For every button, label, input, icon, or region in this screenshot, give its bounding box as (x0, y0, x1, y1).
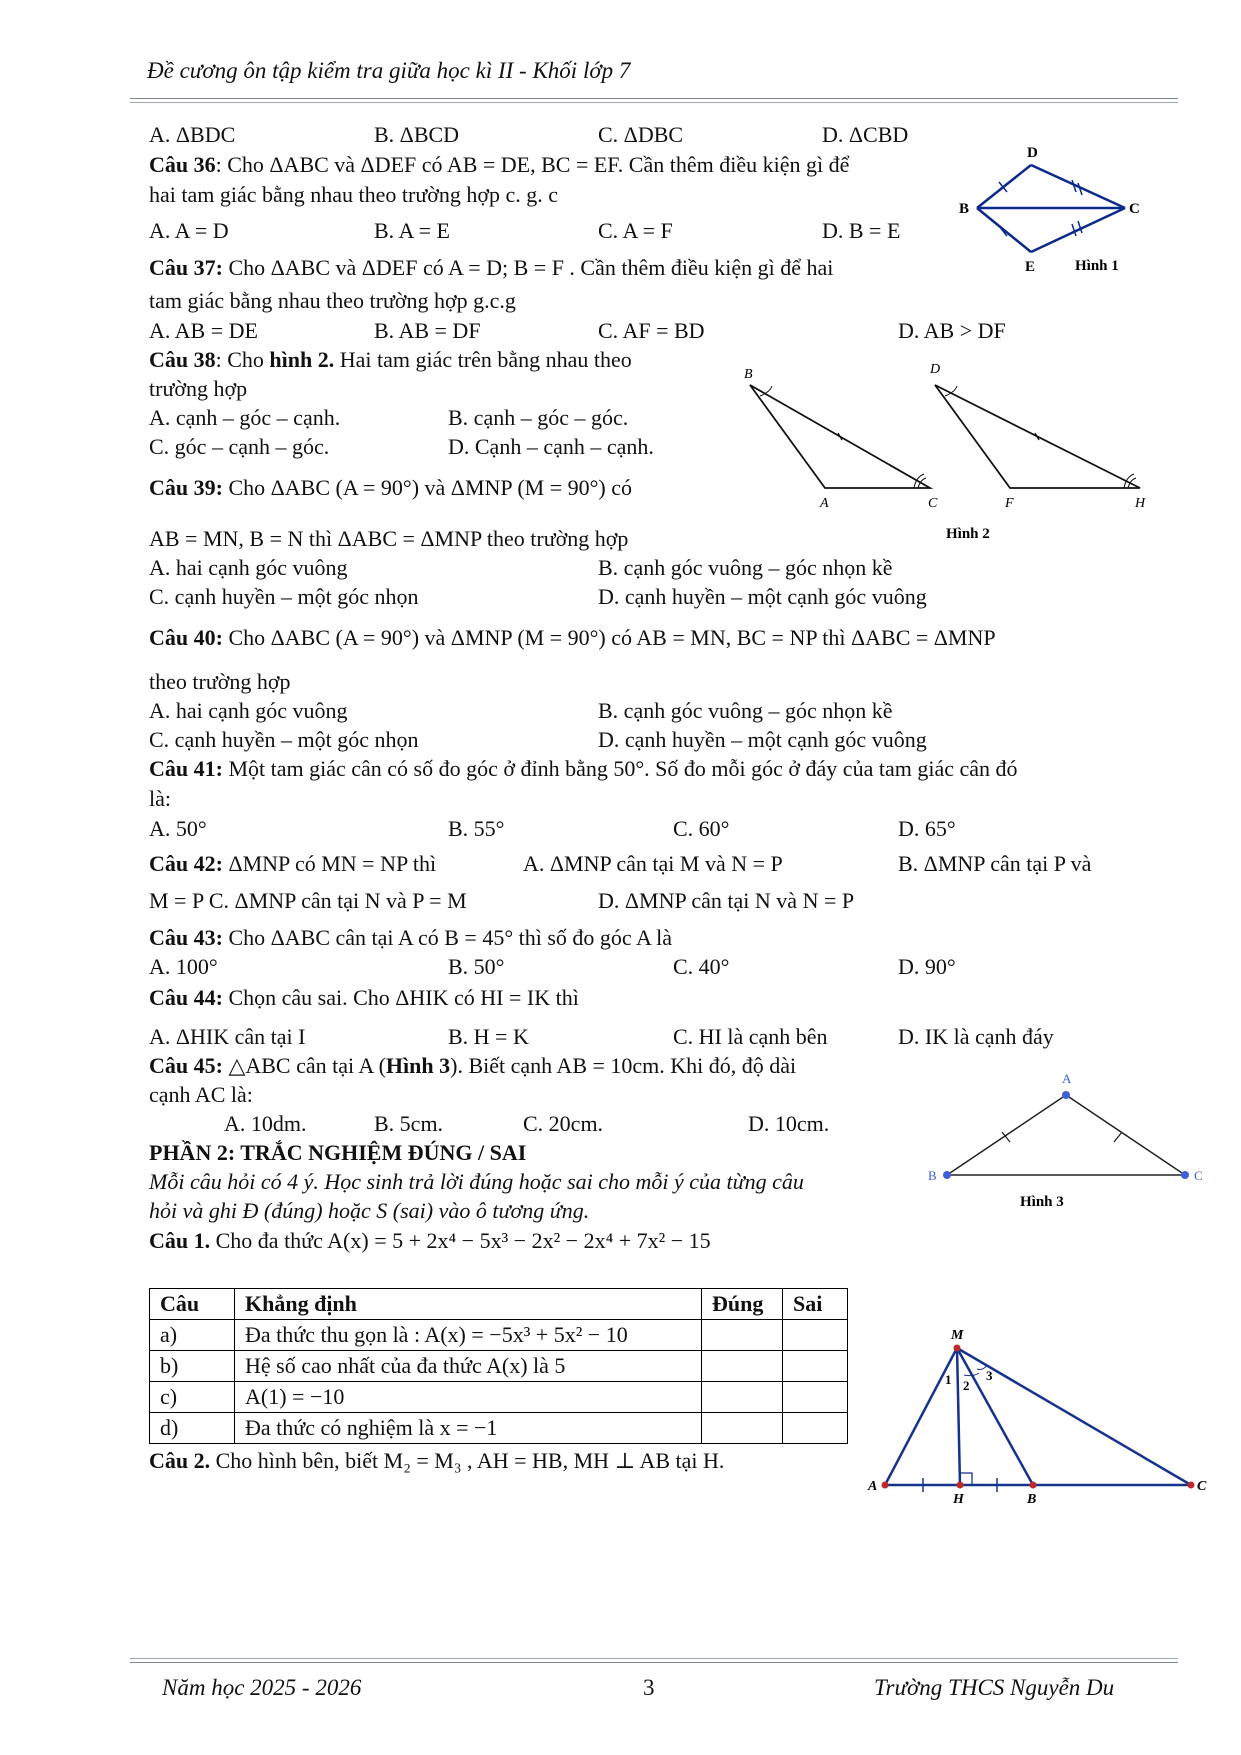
footer-rule-1 (130, 1658, 1178, 1659)
fig4-angle-3: 3 (986, 1368, 993, 1383)
footer-page-number: 3 (643, 1675, 655, 1700)
row-d-statement: Đa thức có nghiệm là x = −1 (235, 1413, 702, 1444)
q40-label: Câu 40: (149, 625, 223, 650)
q43-option-c: C. 40° (673, 954, 730, 979)
fig1-label-e: E (1025, 259, 1036, 275)
fig4-label-b: B (1027, 1492, 1037, 1505)
q40-option-b: B. cạnh góc vuông – góc nhọn kề (598, 698, 893, 723)
q37-option-b: B. AB = DF (374, 318, 481, 343)
row-b-label: b) (150, 1351, 235, 1382)
q36-option-c: C. A = F (598, 218, 673, 243)
row-c-dung-cell[interactable] (702, 1382, 783, 1413)
row-a-dung-cell[interactable] (702, 1320, 783, 1351)
q36-label: Câu 36 (149, 152, 216, 177)
fig4-label-a: A (868, 1479, 878, 1494)
q41-text-2: là: (149, 786, 171, 811)
fig4-label-m: M (951, 1328, 964, 1343)
part2-instruction-2: hỏi và ghi Đ (đúng) hoặc S (sai) vào ô tương ứng. (149, 1198, 590, 1223)
figure-1 (955, 140, 1145, 280)
q39-option-d: D. cạnh huyền – một cạnh góc vuông (598, 584, 927, 609)
row-c-label: c) (150, 1382, 235, 1413)
fig2-label-a: A (820, 496, 829, 511)
q42-option-b: B. ΔMNP cân tại P và (898, 851, 1092, 876)
q42-option-d: D. ΔMNP cân tại N và N = P (598, 888, 855, 913)
row-b-statement: Hệ số cao nhất của đa thức A(x) là 5 (235, 1351, 702, 1382)
figure-3 (920, 1070, 1210, 1210)
q36-text-2: hai tam giác bằng nhau theo trường hợp c. g. c (149, 182, 559, 207)
q42-text-2: M = P C. ΔMNP cân tại N và P = M (149, 888, 467, 913)
p2q1-line (149, 1228, 711, 1254)
header-title: Đề cương ôn tập kiểm tra giữa học kì II - Khối lớp 7 (147, 58, 631, 83)
row-c-sai-cell[interactable] (783, 1382, 848, 1413)
q41-label: Câu 41: (149, 756, 223, 781)
q38-option-b: B. cạnh – góc – góc. (448, 405, 629, 430)
q43-line-1 (149, 925, 672, 951)
q38-label: Câu 38 (149, 347, 216, 372)
fig2-label-d: D (930, 362, 941, 377)
q37-text-1: Cho ΔABC và ΔDEF có A = D; B = F . Cần thêm điều kiện gì để hai (222, 255, 834, 280)
q44-option-d: D. IK là cạnh đáy (898, 1024, 1054, 1049)
fig3-caption: Hình 3 (1020, 1194, 1064, 1210)
q38-text-1a: : Cho (215, 347, 270, 372)
q41-option-b: B. 55° (448, 816, 505, 841)
row-d-label: d) (150, 1413, 235, 1444)
q38-option-c: C. góc – cạnh – góc. (149, 434, 330, 459)
q41-option-c: C. 60° (673, 816, 730, 841)
q42-option-a: A. ΔMNP cân tại M và N = P (523, 851, 783, 876)
header-rule (130, 98, 1178, 99)
q43-option-b: B. 50° (448, 954, 505, 979)
table-row (150, 1320, 848, 1351)
q38-text-1c: Hai tam giác trên bằng nhau theo (334, 347, 632, 372)
part2-instruction-1: Mỗi câu hỏi có 4 ý. Học sinh trả lời đúng hoặc sai cho mỗi ý của từng câu (149, 1169, 804, 1194)
q38-option-d: D. Cạnh – cạnh – cạnh. (448, 434, 654, 459)
fig2-label-f: F (1005, 496, 1014, 511)
q39-option-a: A. hai cạnh góc vuông (149, 555, 348, 580)
q45-label: Câu 45: (149, 1053, 223, 1078)
q45-text-1c: ). Biết cạnh AB = 10cm. Khi đó, độ dài (450, 1053, 797, 1078)
q45-option-b: B. 5cm. (374, 1111, 444, 1136)
footer-school-year: Năm học 2025 - 2026 (162, 1675, 362, 1700)
part2-title: PHẦN 2: TRẮC NGHIỆM ĐÚNG / SAI (149, 1140, 527, 1165)
q39-label: Câu 39: (149, 475, 223, 500)
q39-text-1: Cho ΔABC (A = 90°) và ΔMNP (M = 90°) có (222, 475, 633, 500)
fig3-label-a: A (1062, 1071, 1072, 1086)
figure-4 (865, 1325, 1215, 1505)
row-d-sai-cell[interactable] (783, 1413, 848, 1444)
row-d-dung-cell[interactable] (702, 1413, 783, 1444)
q40-text-1: Cho ΔABC (A = 90°) và ΔMNP (M = 90°) có AB = MN, BC = NP thì ΔABC = ΔMNP (222, 625, 996, 650)
q40-text-2: theo trường hợp (149, 669, 291, 694)
q44-line-1 (149, 985, 579, 1011)
table-row (150, 1382, 848, 1413)
fig2-label-b: B (744, 367, 753, 382)
q45-text-1a: △ABC cân tại A ( (222, 1053, 386, 1078)
q43-label: Câu 43: (149, 925, 223, 950)
q45-line-1 (149, 1053, 796, 1079)
q41-option-a: A. 50° (149, 816, 207, 841)
fig3-label-b: B (928, 1168, 937, 1183)
q41-line-1 (149, 756, 1018, 782)
q35-option-c: C. ΔDBC (598, 122, 684, 147)
q38-text-1b: hình 2. (269, 347, 335, 372)
q35-option-b: B. ΔBCD (374, 122, 460, 147)
q35-option-a: A. ΔBDC (149, 122, 236, 147)
q37-option-d: D. AB > DF (898, 318, 1006, 343)
p2q2-label: Câu 2. (149, 1448, 211, 1473)
q43-text-1: Cho ΔABC cân tại A có B = 45° thì số đo góc A là (222, 925, 673, 950)
footer-school-name: Trường THCS Nguyễn Du (874, 1675, 1115, 1700)
fig4-angle-1: 1 (945, 1372, 952, 1387)
q36-option-a: A. A = D (149, 218, 229, 243)
fig2-label-c: C (928, 496, 938, 511)
q35-option-d: D. ΔCBD (822, 122, 909, 147)
col-header-dung: Đúng (702, 1289, 783, 1320)
fig2-label-h: H (1135, 496, 1146, 511)
col-header-khang-dinh: Khẳng định (235, 1289, 702, 1320)
true-false-table (149, 1288, 848, 1444)
q37-label: Câu 37: (149, 255, 223, 280)
fig1-label-b: B (959, 201, 970, 217)
fig1-label-d: D (1027, 145, 1038, 161)
row-b-sai-cell[interactable] (783, 1351, 848, 1382)
q38-option-a: A. cạnh – góc – cạnh. (149, 405, 341, 430)
q38-text-2: trường hợp (149, 376, 248, 401)
row-a-label: a) (150, 1320, 235, 1351)
q36-text-1: : Cho ΔABC và ΔDEF có AB = DE, BC = EF. Cần thêm điều kiện gì để (215, 152, 850, 177)
fig4-angle-2: 2 (963, 1378, 970, 1393)
table-row (150, 1413, 848, 1444)
q44-label: Câu 44: (149, 985, 223, 1010)
q40-line-1 (149, 625, 996, 651)
q43-option-a: A. 100° (149, 954, 218, 979)
row-a-statement: Đa thức thu gọn là : A(x) = −5x³ + 5x² − 10 (235, 1320, 702, 1351)
q44-option-b: B. H = K (448, 1024, 529, 1049)
q41-text-1: Một tam giác cân có số đo góc ở đỉnh bằng 50°. Số đo mỗi góc ở đáy của tam giác cân đó (222, 756, 1018, 781)
p2q1-label: Câu 1. (149, 1228, 211, 1253)
q45-text-1b: Hình 3 (385, 1053, 451, 1078)
q43-option-d: D. 90° (898, 954, 956, 979)
q37-line-1 (149, 255, 833, 281)
q40-option-d: D. cạnh huyền – một cạnh góc vuông (598, 727, 927, 752)
q42-text-1: ΔMNP có MN = NP thì (222, 851, 437, 876)
q39-option-b: B. cạnh góc vuông – góc nhọn kề (598, 555, 893, 580)
q39-text-2: AB = MN, B = N thì ΔABC = ΔMNP theo trường hợp (149, 526, 629, 551)
q39-line-1 (149, 475, 632, 501)
q40-option-c: C. cạnh huyền – một góc nhọn (149, 727, 419, 752)
q45-option-d: D. 10cm. (748, 1111, 830, 1136)
fig1-caption: Hình 1 (1075, 258, 1119, 274)
p2q2-text: Cho hình bên, biết M₂ = M₃ , AH = HB, MH ⊥ AB tại H. (210, 1448, 725, 1473)
fig4-label-h: H (953, 1492, 964, 1505)
q36-option-d: D. B = E (822, 218, 901, 243)
q45-option-a: A. 10dm. (224, 1111, 307, 1136)
q36-line-1 (149, 152, 849, 178)
table-row (150, 1351, 848, 1382)
fig4-label-c: C (1197, 1479, 1207, 1494)
fig2-caption: Hình 2 (946, 526, 990, 542)
q40-option-a: A. hai cạnh góc vuông (149, 698, 348, 723)
row-a-sai-cell[interactable] (783, 1320, 848, 1351)
q45-text-2: cạnh AC là: (149, 1082, 253, 1107)
q44-option-c: C. HI là cạnh bên (673, 1024, 828, 1049)
footer-rule-2 (130, 1662, 1178, 1663)
q39-option-c: C. cạnh huyền – một góc nhọn (149, 584, 419, 609)
row-c-statement: A(1) = −10 (235, 1382, 702, 1413)
q42-label: Câu 42: (149, 851, 223, 876)
row-b-dung-cell[interactable] (702, 1351, 783, 1382)
q42-line-1 (149, 851, 436, 877)
q37-option-a: A. AB = DE (149, 318, 258, 343)
figure-2 (740, 360, 1160, 545)
q36-option-b: B. A = E (374, 218, 450, 243)
q44-option-a: A. ΔHIK cân tại I (149, 1024, 306, 1049)
q37-text-2: tam giác bằng nhau theo trường hợp g.c.g (149, 288, 516, 313)
fig3-label-c: C (1194, 1168, 1203, 1183)
fig1-label-c: C (1129, 201, 1140, 217)
q38-line-1 (149, 347, 632, 373)
col-header-cau: Câu (150, 1289, 235, 1320)
p2q1-text: Cho đa thức A(x) = 5 + 2x⁴ − 5x³ − 2x² − 2x⁴ + 7x² − 15 (210, 1228, 711, 1253)
q37-option-c: C. AF = BD (598, 318, 705, 343)
q45-option-c: C. 20cm. (523, 1111, 604, 1136)
q44-text-1: Chọn câu sai. Cho ΔHIK có HI = IK thì (222, 985, 579, 1010)
table-header-row (150, 1289, 848, 1320)
q41-option-d: D. 65° (898, 816, 956, 841)
p2q2-line (149, 1448, 724, 1474)
header-rule-2 (130, 102, 1178, 103)
col-header-sai: Sai (783, 1289, 848, 1320)
